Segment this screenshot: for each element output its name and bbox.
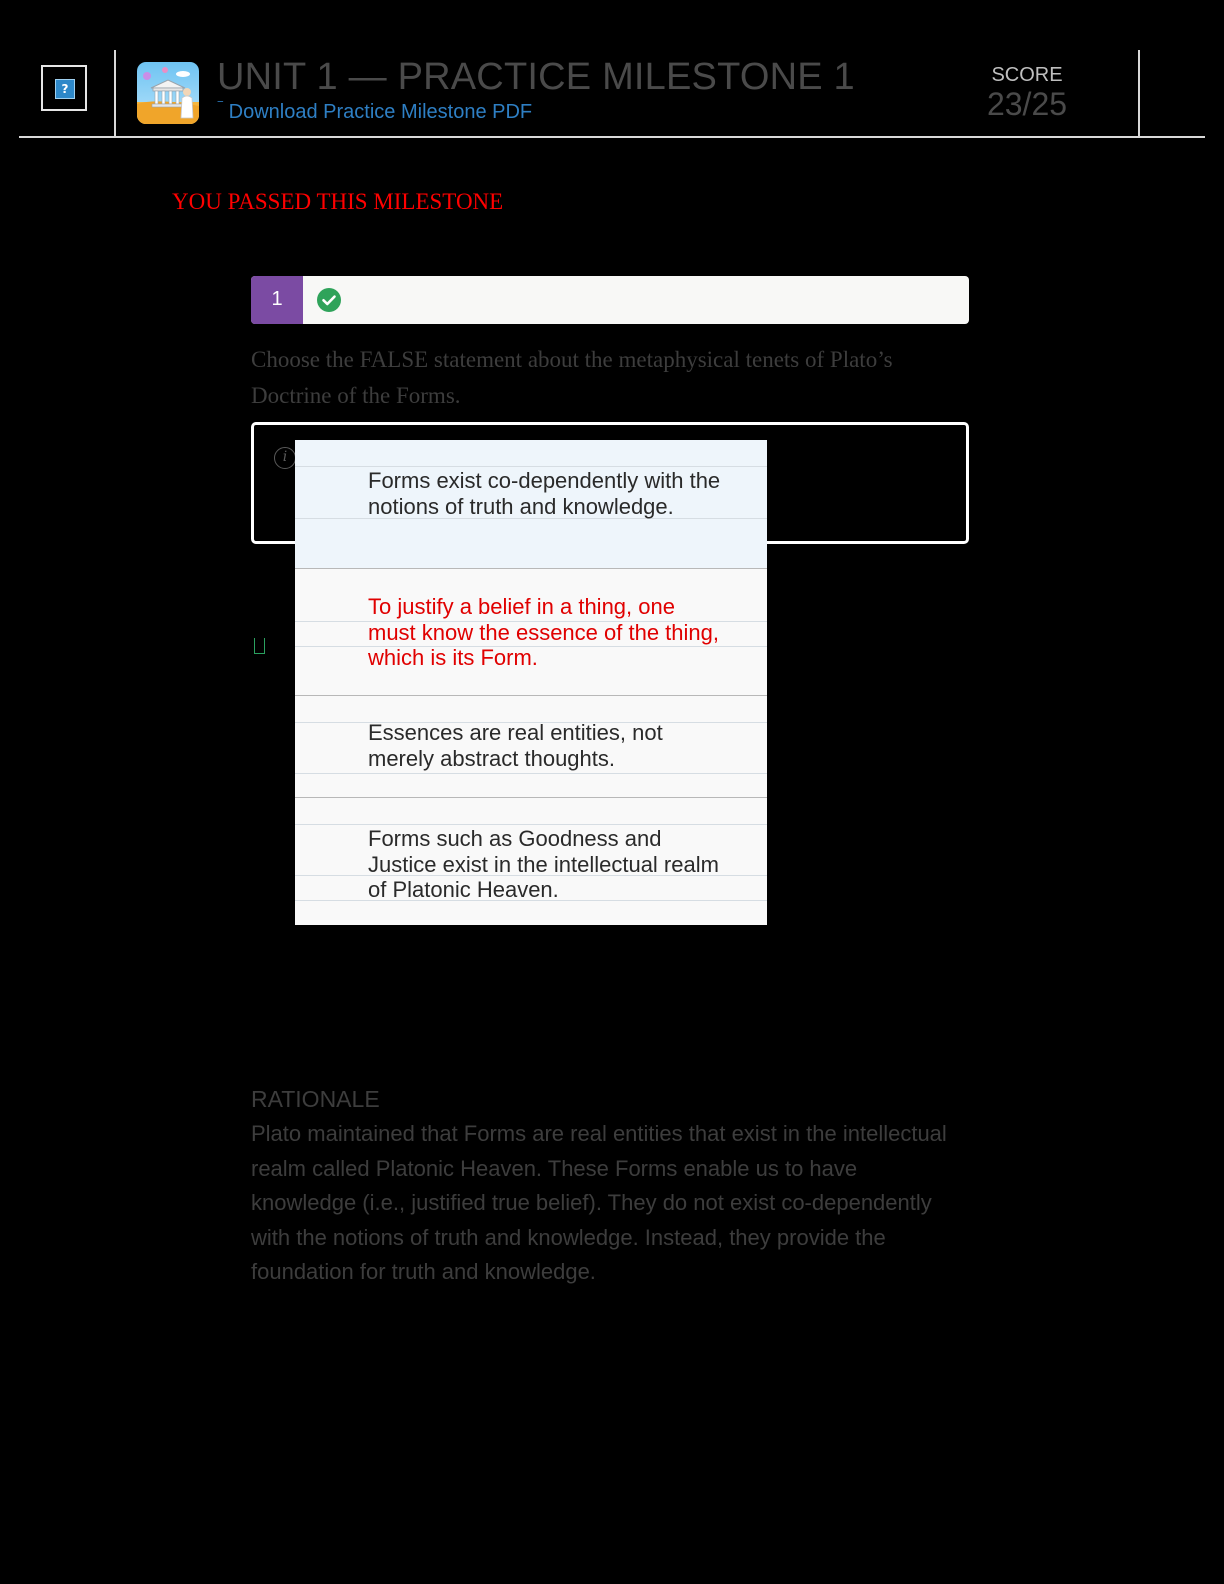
answer-option-text: Forms exist co-dependently with the notions of truth and knowledge. [368, 468, 721, 519]
help-section [19, 50, 116, 136]
passed-status: YOU PASSED THIS MILESTONE [172, 189, 504, 214]
option-guide-line [295, 466, 767, 467]
answer-option-text: To justify a belief in a thing, one must know the essence of the thing, which is its Form. [368, 594, 719, 670]
answer-options-list [295, 440, 767, 925]
option-guide-line [295, 824, 767, 825]
score-value: 23/25 [986, 86, 1068, 122]
question-mark-icon: ? [55, 79, 75, 99]
rationale-heading: RATIONALE [251, 1086, 380, 1112]
answer-option-text: Forms such as Goodness and Justice exist in the intellectual realm of Platonic Heaven. [368, 826, 719, 902]
info-icon[interactable]: i [274, 447, 296, 469]
answer-option[interactable] [295, 440, 767, 569]
download-link-label: Download Practice Milestone PDF [228, 101, 533, 123]
score-panel [957, 50, 1140, 136]
help-button[interactable] [41, 65, 87, 111]
check-circle-icon [317, 288, 341, 312]
answer-option-text: Essences are real entities, not merely abstract thoughts. [368, 720, 663, 771]
greek-temple-illustration [137, 62, 199, 124]
question-bar [251, 276, 969, 324]
answer-option-selected[interactable] [295, 569, 767, 696]
question-number: 1 [251, 276, 303, 324]
option-guide-line [295, 773, 767, 774]
milestone-header [19, 50, 1205, 138]
answer-marker-icon [254, 638, 265, 654]
answer-option[interactable] [295, 696, 767, 798]
download-pdf-link[interactable] [218, 99, 532, 124]
rationale-text: Plato maintained that Forms are real entities that exist in the intellectual realm called Platonic Heaven. These Forms enable us to have knowledge (i.e., justified true belief). They do not exist co-dependently with the notions of truth and knowledge. Instead, they provide the foundation for truth and knowledge. [251, 1121, 947, 1284]
unit-thumbnail [137, 62, 199, 124]
page-title: UNIT 1 — PRACTICE MILESTONE 1 [217, 56, 855, 98]
download-icon: ‾ [218, 99, 223, 115]
score-label: SCORE [991, 64, 1063, 86]
answer-option[interactable] [295, 798, 767, 925]
question-prompt: Choose the FALSE statement about the metaphysical tenets of Plato’s Doctrine of the Forms. [251, 347, 893, 408]
